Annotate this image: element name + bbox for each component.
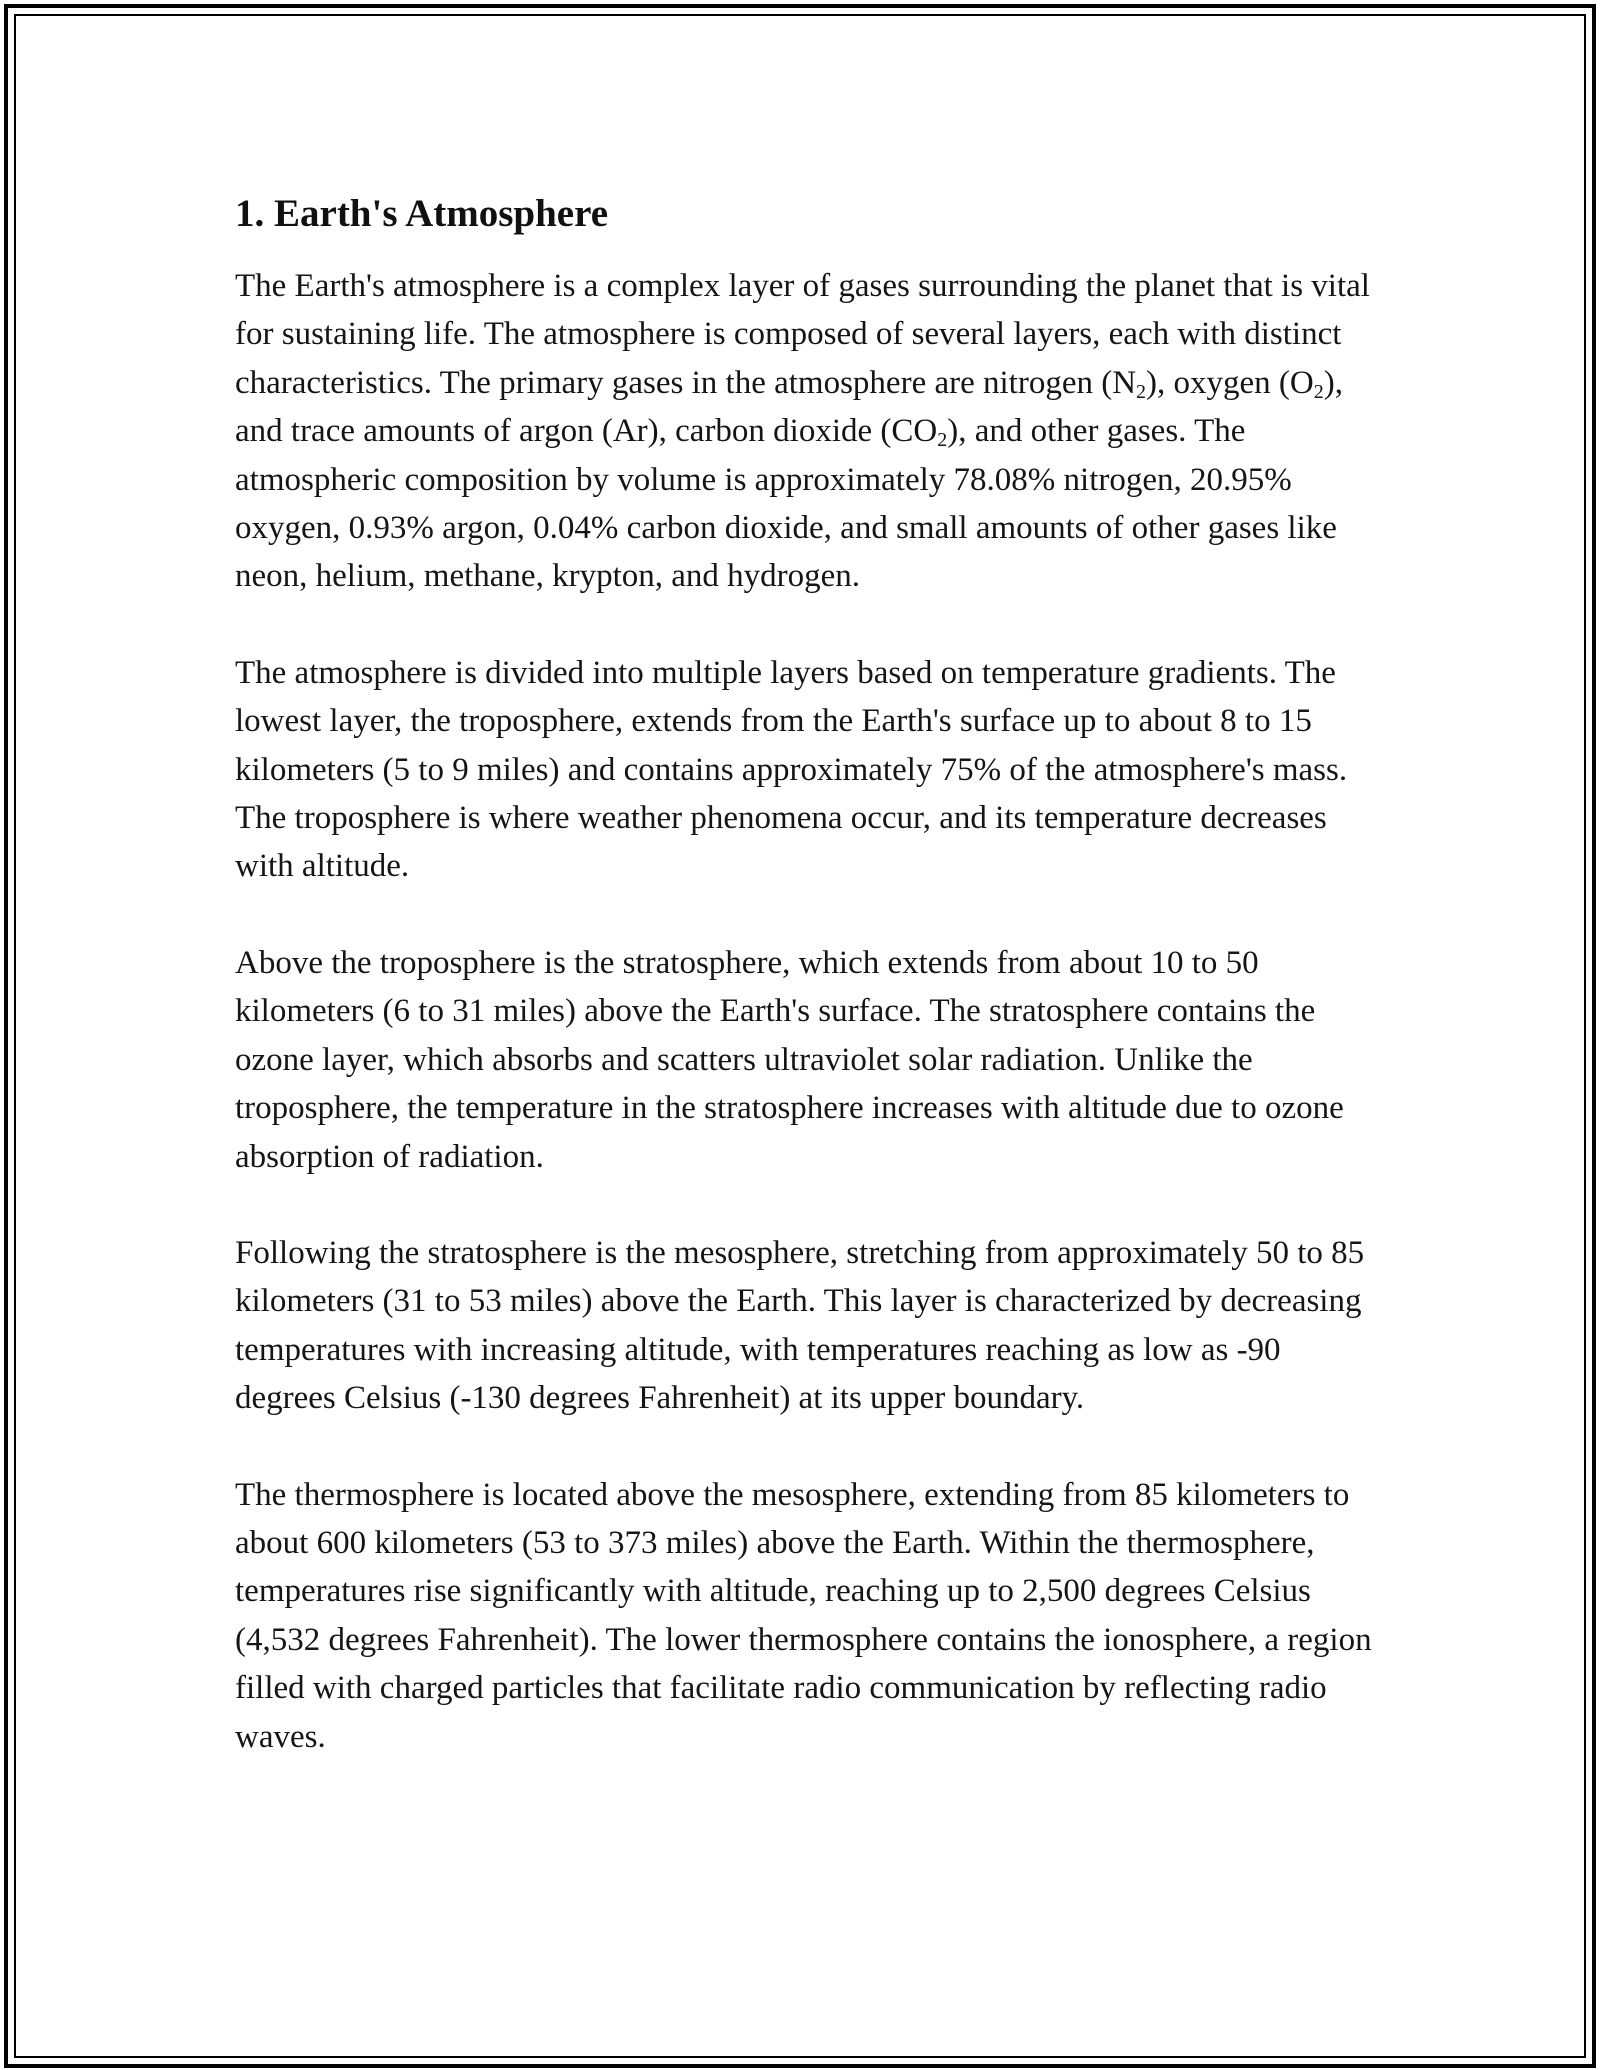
nitrogen-subscript: 2 [1136, 380, 1147, 403]
section-title: 1. Earth's Atmosphere [235, 192, 609, 235]
paragraph-composition-text-4: ), and other gases. The atmospheric composition by volume is approximately 78.08% nitrogen, 20.95% oxygen, 0.93% argon, 0.04% carbon dioxide, and small amounts of other gases like neon, helium, methane, krypton, and hydrogen. [235, 413, 1337, 595]
paragraph-composition [235, 262, 1385, 601]
paragraph-troposphere: The atmosphere is divided into multiple layers based on temperature gradients. The lowest layer, the troposphere, extends from the Earth's surface up to about 8 to 15 kilometers (5 to 9 miles) and contains approximately 75% of the atmosphere's mass. The troposphere is where weather phenomena occur, and its temperature decreases with altitude. [235, 654, 1348, 885]
oxygen-subscript: 2 [1313, 380, 1324, 403]
paragraph-composition-text-1: The Earth's atmosphere is a complex layer of gases surrounding the planet that is vital for sustaining life. The atmosphere is composed of several layers, each with distinct characteristics. The primary gases in the atmosphere are nitrogen (N [235, 268, 1370, 401]
paragraph-mesosphere: Following the stratosphere is the mesosphere, stretching from approximately 50 to 85 kilometers (31 to 53 miles) above the Earth. This layer is characterized by decreasing temperatures with increasing altitude, with temperatures reaching as low as -90 degrees Celsius (-130 degrees Fahrenheit) at its upper boundary. [235, 1234, 1365, 1417]
document-body [235, 182, 1385, 1809]
paragraph-composition-text-2: ), oxygen (O [1146, 364, 1314, 401]
paragraph-composition-text-3: ), and trace amounts of argon (Ar), carbon dioxide (CO [235, 364, 1344, 450]
paragraph-thermosphere: The thermosphere is located above the mesosphere, extending from 85 kilometers to about 600 kilometers (53 to 373 miles) above the Earth. Within the thermosphere, temperatures rise significantly with altitude, reaching up to 2,500 degrees Celsius (4,532 degrees Fahrenheit). The lower thermosphere contains the ionosphere, a region filled with charged particles that facilitate radio communication by reflecting radio waves. [235, 1476, 1372, 1755]
carbon-dioxide-subscript: 2 [937, 429, 948, 452]
paragraph-stratosphere: Above the troposphere is the stratosphere, which extends from about 10 to 50 kilometers (6 to 31 miles) above the Earth's surface. The stratosphere contains the ozone layer, which absorbs and scatters ultraviolet solar radiation. Unlike the troposphere, the temperature in the stratosphere increases with altitude due to ozone absorption of radiation. [235, 944, 1344, 1175]
